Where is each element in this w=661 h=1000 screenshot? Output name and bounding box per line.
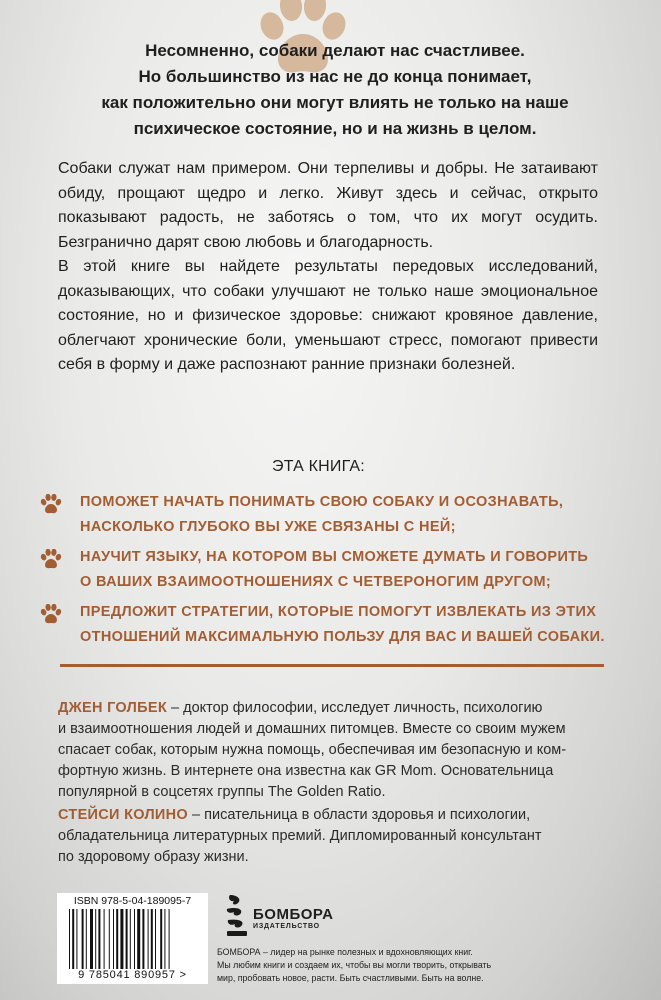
lead-line: Но большинство из нас не до конца понимает,: [138, 67, 532, 86]
author-bio-line: спасает собак, которым нужна помощь, обеспечивая им безопасную и ком-: [58, 742, 567, 758]
publisher-line: мир, пробовать новое, расти. Быть счастливыми. Быть на волне.: [217, 973, 484, 983]
author-bio-line: фортную жизнь. В интернете она известна как GR Mom. Основательница: [58, 763, 554, 779]
lead-line: психическое состояние, но и на жизнь в целом.: [133, 119, 537, 138]
description-paragraph: В этой книге вы найдете результаты передовых исследований, доказывающих, что собаки улучшают не только наше эмоциональное состояние, но и физическое здоровье: снижают кровяное давление, облегчают хронические боли, уменьшают стресс, помогают привести себя в форму и даже распознают ранние признаки болезней.: [58, 258, 598, 373]
bombora-wave-logo-icon: [225, 893, 251, 939]
author-bio-line: и взаимоотношения людей и домашних питомцев. Вместе со своим мужем: [58, 721, 566, 737]
benefit-line: ОТНОШЕНИЙ МАКСИМАЛЬНУЮ ПОЛЬЗУ ДЛЯ ВАС И ВАШЕЙ СОБАКИ.: [80, 628, 605, 645]
description-paragraph: Собаки служат нам примером. Они терпеливы и добры. Не затаивают обиду, прощают щедро и легко. Живут здесь и сейчас, открыто показывают радость, не заботясь о том, что их могут осудить. Безгранично дарят свою любовь и благодарность.: [58, 160, 598, 251]
author-bio-line: по здоровому образу жизни.: [58, 849, 249, 865]
benefit-line: ПОМОЖЕТ НАЧАТЬ ПОНИМАТЬ СВОЮ СОБАКУ И ОСОЗНАВАТЬ,: [80, 494, 564, 510]
author-bio-line: популярной в соцсетях группы The Golden Ratio.: [58, 784, 386, 800]
author-name: СТЕЙСИ КОЛИНО: [58, 807, 188, 823]
benefit-text: [80, 600, 630, 649]
paw-print-icon: [40, 494, 62, 516]
author-bio-first-line: – писательница в области здоровья и психологии,: [188, 807, 531, 823]
benefit-line: НАСКОЛЬКО ГЛУБОКО ВЫ УЖЕ СВЯЗАНЫ С НЕЙ;: [80, 518, 456, 535]
isbn-barcode: [57, 893, 208, 984]
description-text: [58, 157, 598, 378]
author-bio: [58, 805, 608, 868]
publisher-logo-subtitle: ИЗДАТЕЛЬСТВО: [253, 923, 320, 930]
barcode-digits: 9 785041 890957 >: [78, 969, 187, 981]
paw-print-icon: [40, 549, 62, 571]
benefit-text: [80, 490, 630, 539]
lead-line: Несомненно, собаки делают нас счастливее.: [145, 41, 525, 60]
publisher-logo-name: БОМБОРА: [253, 906, 334, 923]
barcode-bars: [69, 909, 196, 969]
publisher-line: БОМБОРА – лидер на рынке полезных и вдохновляющих книг.: [217, 947, 473, 957]
this-book-heading: ЭТА КНИГА:: [272, 458, 365, 475]
author-bio: [58, 698, 608, 803]
lead-paragraph: [40, 38, 630, 142]
author-name: ДЖЕН ГОЛБЕК: [58, 700, 167, 716]
lead-line: как положительно они могут влиять не только на наше: [101, 93, 569, 112]
benefit-text: [80, 545, 630, 594]
paw-print-icon: [40, 604, 62, 626]
author-bio-line: обладательница литературных премий. Дипломированный консультант: [58, 828, 542, 844]
isbn-number: ISBN 978-5-04-189095-7: [73, 895, 192, 907]
benefit-line: ПРЕДЛОЖИТ СТРАТЕГИИ, КОТОРЫЕ ПОМОГУТ ИЗВЛЕКАТЬ ИЗ ЭТИХ: [80, 604, 597, 620]
section-divider: [60, 664, 604, 667]
publisher-description: [217, 946, 637, 985]
benefit-line: О ВАШИХ ВЗАИМООТНОШЕНИЯХ С ЧЕТВЕРОНОГИМ ДРУГОМ;: [80, 573, 552, 590]
publisher-line: Мы любим книги и создаем их, чтобы вы могли творить, открывать: [217, 960, 492, 970]
author-bio-first-line: – доктор философии, исследует личность, психологию: [166, 700, 543, 716]
benefit-line: НАУЧИТ ЯЗЫКУ, НА КОТОРОМ ВЫ СМОЖЕТЕ ДУМАТЬ И ГОВОРИТЬ: [80, 549, 589, 565]
